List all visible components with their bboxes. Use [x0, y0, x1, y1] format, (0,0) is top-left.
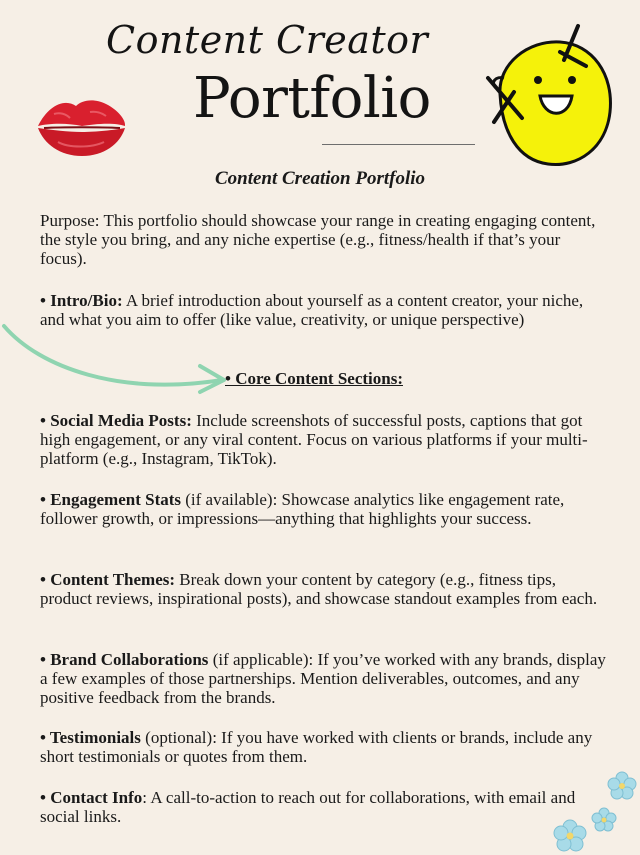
- core-sections-heading: • Core Content Sections:: [225, 369, 403, 388]
- contact-text: : A call-to-action to reach out for collaborations, with email and social links.: [40, 788, 576, 826]
- social-text: Include screenshots of successful posts, captions that got high engagement, or any viral content. Focus on various platforms if your multi-platform (e.g., Instagram, TikTok).: [40, 411, 588, 468]
- themes-label: • Content Themes:: [40, 570, 176, 589]
- brand-text: (if applicable): If you’ve worked with any brands, display a few examples of those partnerships. Mention deliverables, outcomes, and any positive feedback from the brands.: [40, 650, 606, 707]
- brand-label: • Brand Collaborations: [40, 650, 209, 669]
- engagement-paragraph: [40, 490, 610, 528]
- intro-text: A brief introduction about yourself as a content creator, your niche, and what you aim to offer (like value, creativity, or unique perspective): [40, 291, 584, 329]
- social-label: • Social Media Posts:: [40, 411, 192, 430]
- testimonials-text: (optional): If you have worked with clients or brands, include any short testimonials or quotes from them.: [40, 728, 593, 766]
- title-divider: [322, 144, 475, 145]
- themes-text: Break down your content by category (e.g., fitness tips, product reviews, inspirational posts), and showcase standout examples from each.: [40, 570, 598, 608]
- engagement-label: • Engagement Stats: [40, 490, 182, 509]
- social-media-paragraph: [40, 411, 610, 468]
- title-portfolio: Portfolio: [193, 66, 431, 131]
- themes-paragraph: [40, 570, 610, 608]
- curved-arrow-icon: [0, 318, 235, 398]
- engagement-text: (if available): Showcase analytics like engagement rate, follower growth, or impressions—anything that highlights your success.: [40, 490, 565, 528]
- section-subtitle: Content Creation Portfolio: [214, 168, 426, 189]
- purpose-paragraph: [40, 211, 610, 268]
- contact-label: • Contact Info: [40, 788, 143, 807]
- flowers-icon: [548, 770, 640, 855]
- brand-paragraph: [40, 650, 610, 707]
- purpose-text: Purpose: This portfolio should showcase your range in creating engaging content, the style you bring, and any niche expertise (e.g., fitness/health if that’s your focus).: [40, 211, 596, 268]
- lips-icon: [34, 92, 129, 162]
- lemon-character-icon: [474, 22, 624, 182]
- title-content-creator: Content Creator: [106, 18, 429, 62]
- testimonials-paragraph: [40, 728, 610, 766]
- intro-label: • Intro/Bio:: [40, 291, 123, 310]
- contact-paragraph: [40, 788, 610, 826]
- testimonials-label: • Testimonials: [40, 728, 141, 747]
